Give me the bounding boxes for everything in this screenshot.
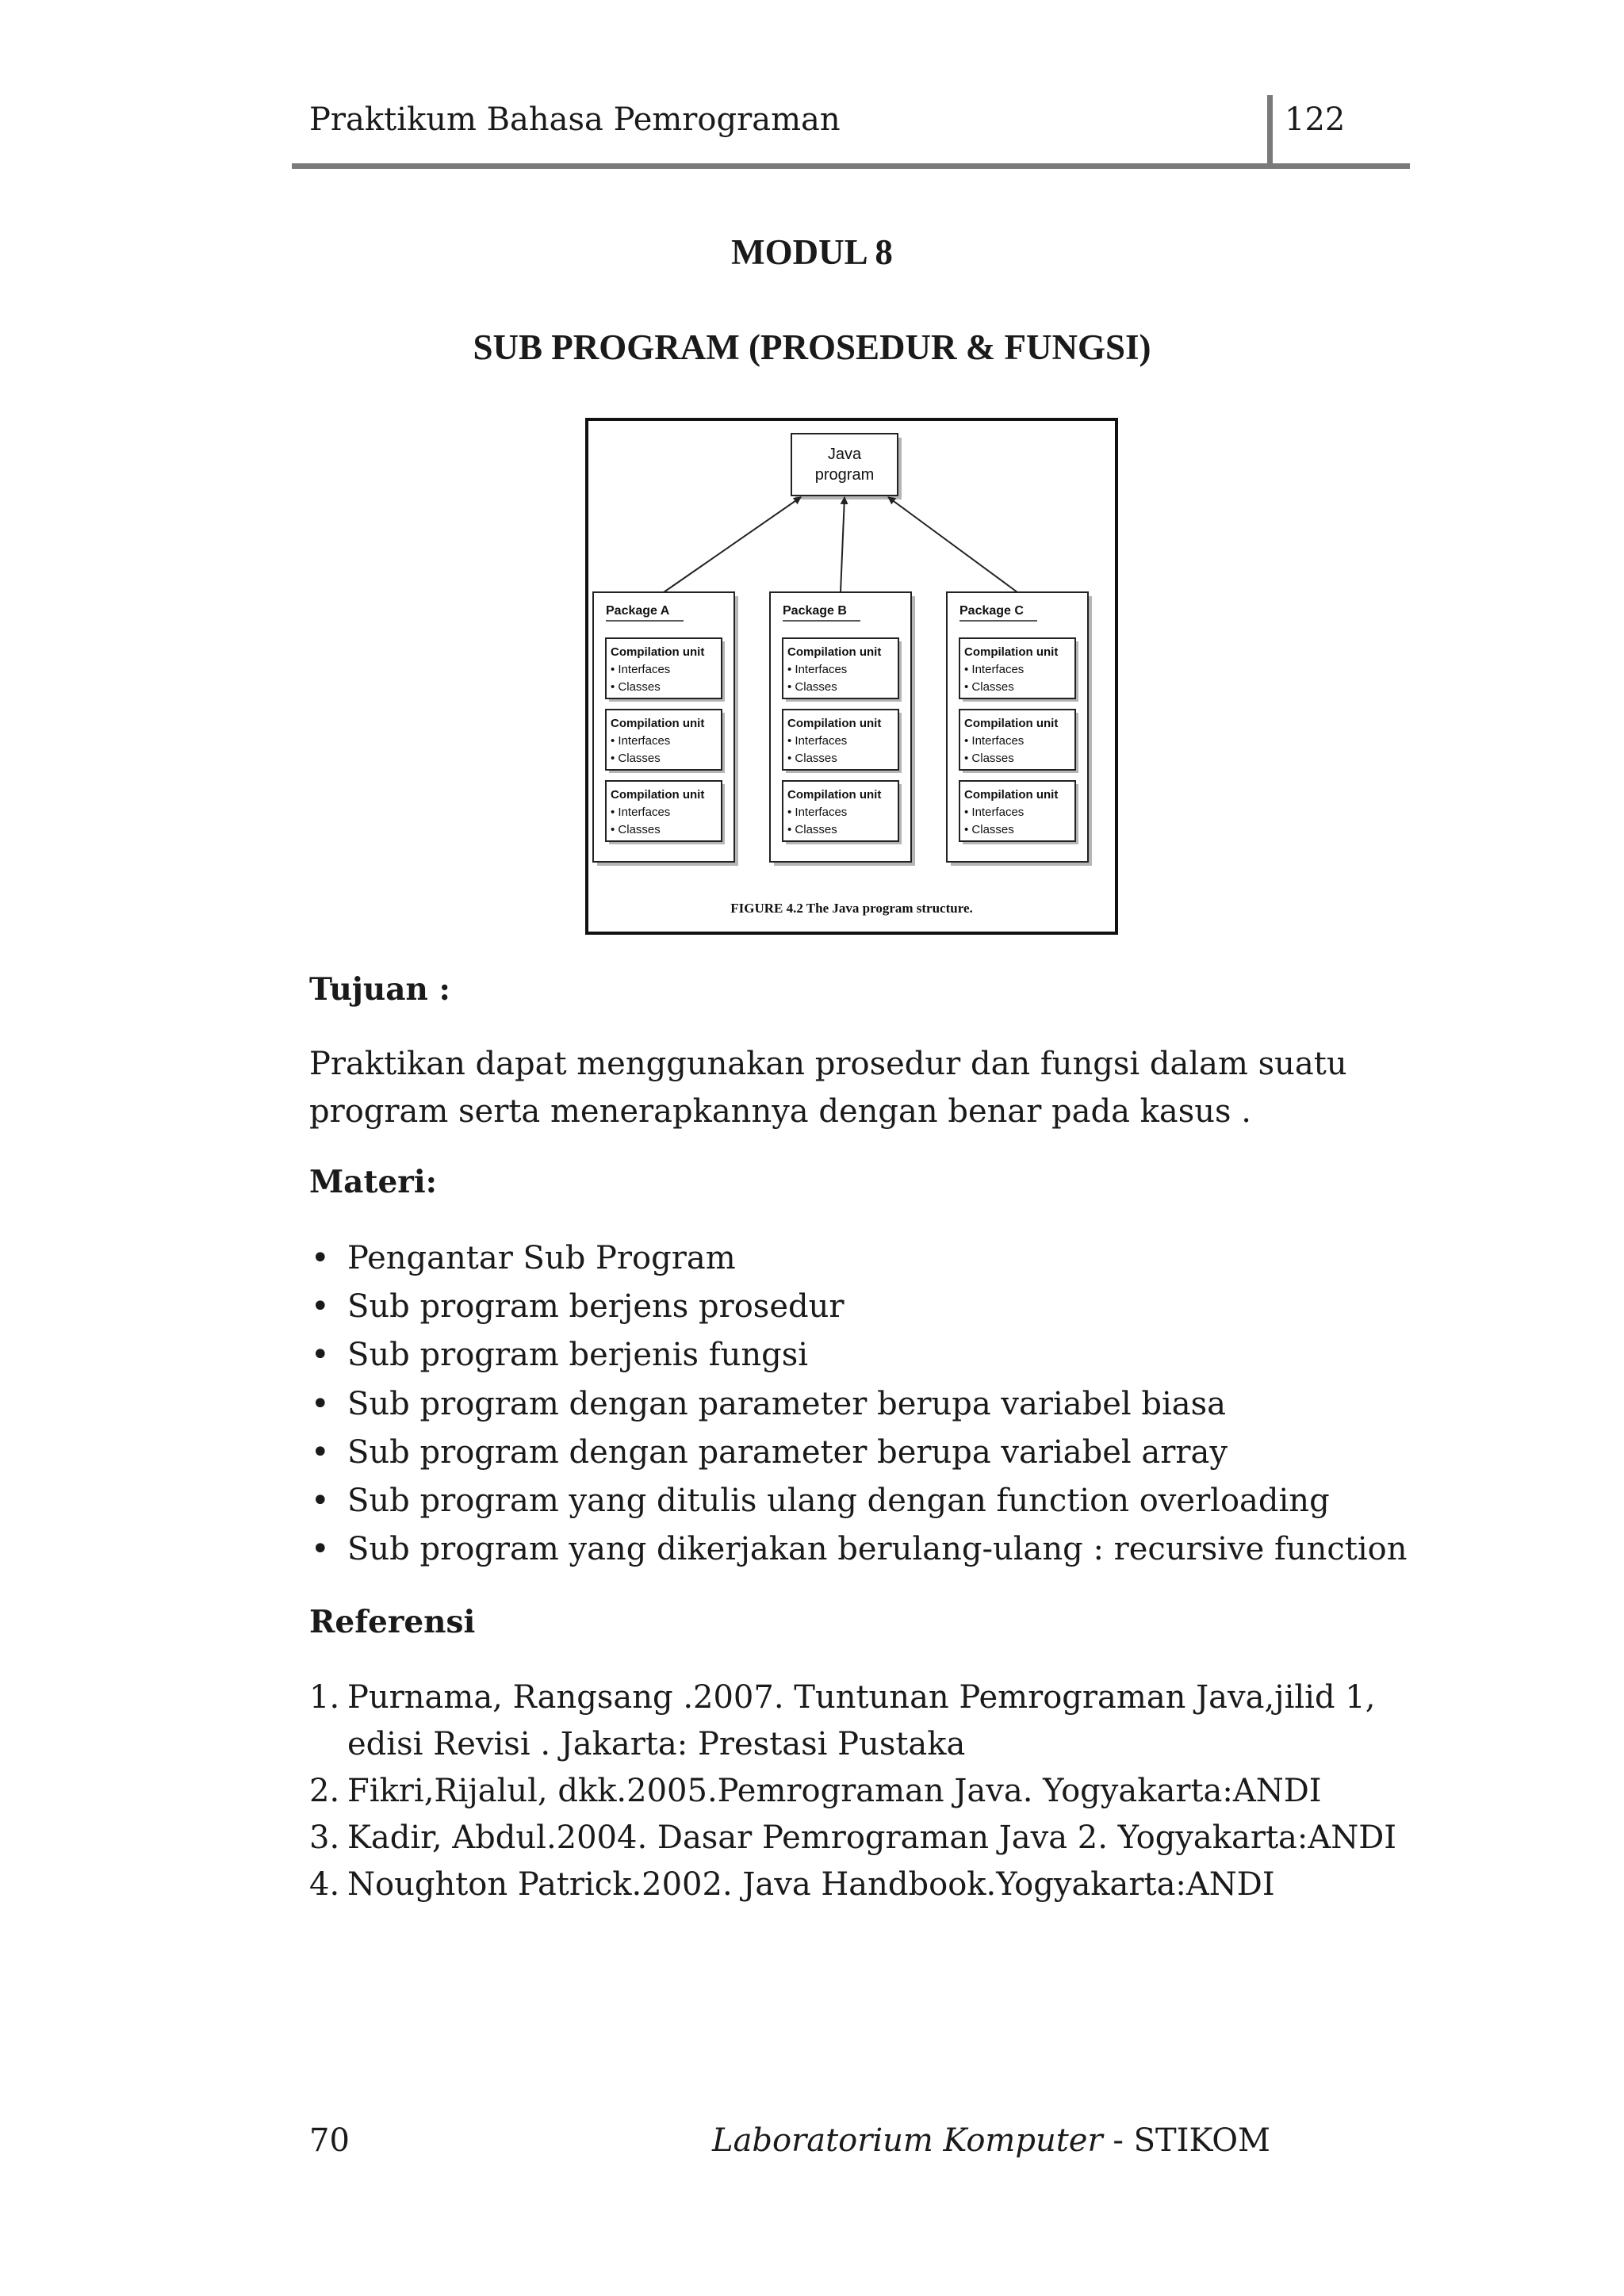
tujuan-text: Praktikan dapat menggunakan prosedur dan fungsi dalam suatu program serta menerapkannya dengan benar pada kasus . — [309, 1046, 1347, 1130]
compilation-unit-item: • Classes — [964, 680, 1014, 694]
package-arrow — [664, 497, 801, 592]
bullet-icon: • — [311, 1288, 330, 1326]
compilation-unit-item: • Interfaces — [611, 806, 671, 819]
figure-caption: FIGURE 4.2 The Java program structure. — [730, 901, 973, 916]
compilation-unit-title: Compilation unit — [787, 788, 882, 802]
materi-item — [309, 1234, 1407, 1283]
reference-item — [309, 1768, 1435, 1815]
materi-item-text: Pengantar Sub Program — [347, 1240, 736, 1276]
bullet-icon: • — [311, 1385, 330, 1422]
package-label: Package B — [783, 604, 847, 618]
materi-item — [309, 1477, 1407, 1525]
root-node-label: program — [814, 466, 875, 484]
footer-lab — [712, 2122, 1270, 2159]
materi-item — [309, 1525, 1407, 1574]
package-arrow — [841, 497, 845, 592]
reference-item — [309, 1815, 1435, 1862]
referensi-heading: Referensi — [309, 1604, 476, 1640]
compilation-unit-item: • Interfaces — [787, 663, 848, 676]
compilation-unit-title: Compilation unit — [611, 788, 705, 802]
materi-item-text: Sub program berjens prosedur — [347, 1288, 845, 1326]
module-title: SUB PROGRAM (PROSEDUR & FUNGSI) — [473, 327, 1151, 367]
compilation-unit-item: • Classes — [787, 680, 837, 694]
tujuan-heading: Tujuan : — [309, 971, 450, 1008]
bullet-icon: • — [311, 1240, 330, 1276]
root-node — [791, 434, 898, 496]
materi-item — [309, 1283, 1407, 1331]
materi-list — [309, 1234, 1407, 1574]
compilation-unit-title: Compilation unit — [787, 717, 882, 730]
referensi-list — [309, 1674, 1435, 1908]
root-node-label: Java — [827, 446, 862, 463]
compilation-unit-title: Compilation unit — [611, 717, 705, 730]
reference-text: Fikri,Rijalul, dkk.2005.Pemrograman Java. Yogyakarta:ANDI — [347, 1773, 1322, 1809]
compilation-unit-item: • Interfaces — [787, 806, 848, 819]
compilation-unit-item: • Interfaces — [611, 734, 671, 748]
compilation-unit-item: • Classes — [611, 823, 661, 836]
reference-number: 3. — [309, 1820, 340, 1856]
package-arrow — [888, 497, 1017, 592]
compilation-unit-item: • Classes — [787, 752, 837, 765]
bullet-icon: • — [311, 1531, 330, 1568]
header-rule — [292, 163, 1410, 169]
materi-item — [309, 1331, 1407, 1380]
compilation-unit-item: • Classes — [787, 823, 837, 836]
package-label: Package A — [606, 604, 670, 618]
footer-separator: - — [1102, 2122, 1134, 2159]
bullet-icon: • — [311, 1482, 330, 1519]
bullet-icon: • — [311, 1337, 330, 1374]
materi-item-text: Sub program berjenis fungsi — [347, 1337, 809, 1374]
reference-text: Noughton Patrick.2002. Java Handbook.Yogyakarta:ANDI — [347, 1866, 1275, 1903]
java-structure-diagram — [588, 421, 1115, 932]
header-divider — [1267, 95, 1273, 168]
reference-item — [309, 1862, 1435, 1908]
compilation-unit-item: • Interfaces — [964, 734, 1025, 748]
compilation-unit-item: • Interfaces — [787, 734, 848, 748]
compilation-unit-item: • Classes — [611, 752, 661, 765]
compilation-unit-item: • Interfaces — [964, 663, 1025, 676]
compilation-unit-title: Compilation unit — [964, 717, 1059, 730]
compilation-unit-title: Compilation unit — [964, 645, 1059, 659]
materi-item — [309, 1429, 1407, 1477]
reference-number: 2. — [309, 1773, 340, 1809]
running-header-title: Praktikum Bahasa Pemrograman — [309, 101, 841, 138]
materi-item — [309, 1380, 1407, 1429]
reference-text: Kadir, Abdul.2004. Dasar Pemrograman Java 2. Yogyakarta:ANDI — [347, 1820, 1397, 1856]
reference-text: Purnama, Rangsang .2007. Tuntunan Pemrograman Java,jilid 1, edisi Revisi . Jakarta: Prestasi Pustaka — [347, 1679, 1376, 1762]
reference-item — [309, 1674, 1435, 1768]
materi-item-text: Sub program dengan parameter berupa variabel array — [347, 1433, 1228, 1471]
footer-institution: STIKOM — [1133, 2122, 1271, 2159]
materi-heading: Materi: — [309, 1164, 438, 1200]
materi-item-text: Sub program yang ditulis ulang dengan function overloading — [347, 1482, 1330, 1519]
reference-number: 1. — [309, 1679, 340, 1716]
package-label: Package C — [959, 604, 1024, 618]
compilation-unit-item: • Interfaces — [964, 806, 1025, 819]
bullet-icon: • — [311, 1433, 330, 1471]
header-page-number: 122 — [1285, 101, 1346, 138]
compilation-unit-title: Compilation unit — [787, 645, 882, 659]
java-structure-figure — [585, 418, 1118, 935]
reference-number: 4. — [309, 1866, 340, 1903]
compilation-unit-item: • Interfaces — [611, 663, 671, 676]
compilation-unit-item: • Classes — [964, 823, 1014, 836]
materi-item-text: Sub program yang dikerjakan berulang-ulang : recursive function — [347, 1531, 1408, 1568]
compilation-unit-title: Compilation unit — [964, 788, 1059, 802]
compilation-unit-title: Compilation unit — [611, 645, 705, 659]
footer-lab-name: Laboratorium Komputer — [712, 2122, 1103, 2159]
footer-page-number: 70 — [309, 2122, 350, 2159]
compilation-unit-item: • Classes — [964, 752, 1014, 765]
module-label: MODUL 8 — [731, 232, 893, 272]
materi-item-text: Sub program dengan parameter berupa variabel biasa — [347, 1385, 1227, 1422]
compilation-unit-item: • Classes — [611, 680, 661, 694]
